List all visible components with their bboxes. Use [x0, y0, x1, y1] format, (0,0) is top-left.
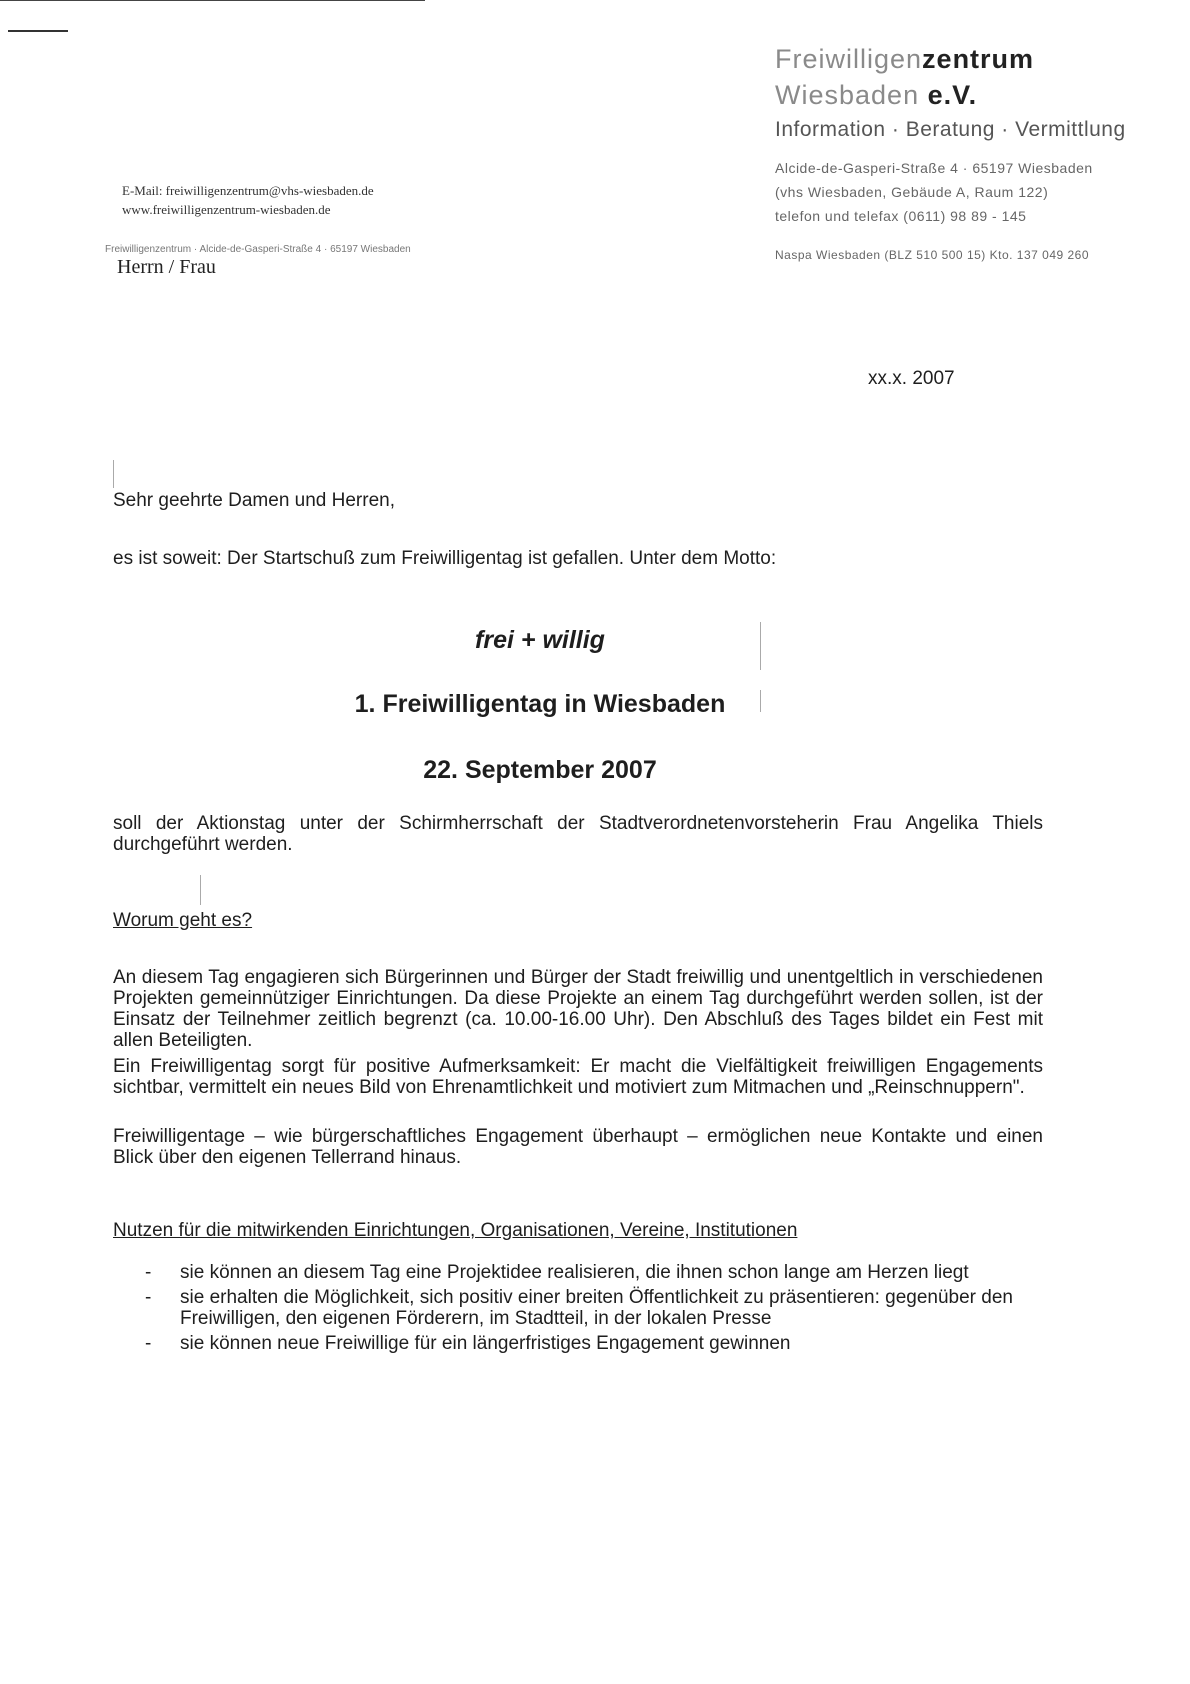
section1-paragraph-2: Ein Freiwilligentag sorgt für positive Aufmerksamkeit: Er macht die Vielfältigkeit freiwilligen Engagements sichtbar, vermittelt ein neues Bild von Ehrenamtlichkeit und motiviert zum Mitmachen und „Reinschnuppern". [113, 1056, 1043, 1098]
org-name-line1-bold: zentrum [922, 44, 1035, 74]
list-item [145, 1262, 1035, 1283]
list-item-text: sie können neue Freiwillige für ein längerfristiges Engagement gewinnen [180, 1333, 791, 1354]
bullet-dash: - [145, 1333, 152, 1354]
section1-paragraph-1: An diesem Tag engagieren sich Bürgerinnen und Bürger der Stadt freiwillig und unentgeltlich in verschiedenen Projekten gemeinnütziger Einrichtungen. Da diese Projekte an einem Tag durchgeführt werden sollen, ist der Einsatz der Teilnehmer zeitlich begrenzt (ca. 10.00-16.00 Uhr). Den Abschluß des Tages bildet ein Fest mit allen Beteiligten. [113, 967, 1043, 1051]
list-item-text: sie können an diesem Tag eine Projektidee realisieren, die ihnen schon lange am Herzen liegt [180, 1262, 969, 1283]
scan-artifact [760, 690, 761, 712]
fold-mark [8, 30, 68, 32]
org-name-line2-bold: e.V. [927, 80, 978, 110]
scan-artifact [760, 622, 761, 670]
org-tagline: Information · Beratung · Vermittlung [775, 118, 1126, 141]
benefits-list [145, 1262, 1035, 1358]
event-date: 22. September 2007 [423, 756, 657, 784]
intro-text: es ist soweit: Der Startschuß zum Freiwilligentag ist gefallen. Unter dem Motto: [113, 548, 777, 569]
patronage-paragraph: soll der Aktionstag unter der Schirmherrschaft der Stadtverordnetenvorsteherin Frau Angelika Thiels durchgeführt werden. [113, 813, 1043, 855]
list-item [145, 1287, 1035, 1329]
contact-website: www.freiwilligenzentrum-wiesbaden.de [122, 202, 331, 217]
org-name-line1-light: Freiwilligen [775, 44, 923, 74]
org-name-line2-light: Wiesbaden [775, 80, 928, 110]
list-item-text: sie erhalten die Möglichkeit, sich positiv einer breiten Öffentlichkeit zu präsentieren: gegenüber den Freiwilligen, den eigenen Förderern, im Stadtteil, in der lokalen Presse [180, 1287, 1013, 1329]
sender-return-address: Freiwilligenzentrum · Alcide-de-Gasperi-Straße 4 · 65197 Wiesbaden [105, 244, 411, 255]
recipient-line: Herrn / Frau [117, 256, 216, 278]
bullet-dash: - [145, 1287, 152, 1308]
contact-email: E-Mail: freiwilligenzentrum@vhs-wiesbaden.de [122, 183, 374, 198]
scan-artifact [113, 460, 114, 488]
letter-date: xx.x. 2007 [868, 368, 955, 389]
org-name-line2 [775, 80, 977, 111]
list-item [145, 1333, 1035, 1354]
scan-artifact [200, 875, 201, 905]
section1-paragraph-3: Freiwilligentage – wie bürgerschaftliches Engagement überhaupt – ermöglichen neue Kontakte und einen Blick über den eigenen Tellerrand hinaus. [113, 1126, 1043, 1168]
motto: frei + willig [475, 626, 605, 654]
org-phone: telefon und telefax (0611) 98 89 - 145 [775, 208, 1027, 224]
scan-top-rule [0, 0, 425, 1]
org-address-building: (vhs Wiesbaden, Gebäude A, Raum 122) [775, 184, 1049, 200]
event-title: 1. Freiwilligentag in Wiesbaden [354, 690, 726, 718]
org-address-street: Alcide-de-Gasperi-Straße 4 · 65197 Wiesbaden [775, 160, 1093, 176]
org-bank-details: Naspa Wiesbaden (BLZ 510 500 15) Kto. 137 049 260 [775, 248, 1090, 262]
section2-heading: Nutzen für die mitwirkenden Einrichtungen, Organisationen, Vereine, Institutionen [113, 1220, 798, 1241]
salutation: Sehr geehrte Damen und Herren, [113, 490, 395, 511]
bullet-dash: - [145, 1262, 152, 1283]
section1-heading: Worum geht es? [113, 910, 253, 931]
org-name-line1 [775, 44, 1034, 75]
